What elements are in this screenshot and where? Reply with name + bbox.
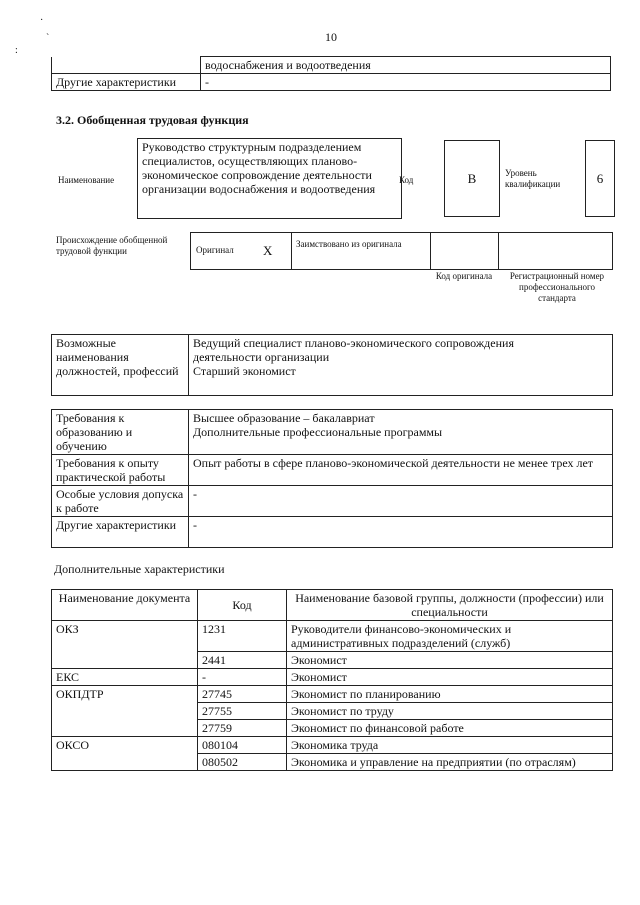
extra-cell: Экономист	[287, 669, 613, 686]
extra-cell: ОКЗ	[52, 621, 198, 669]
extra-cell: Экономист	[287, 652, 613, 669]
table-row	[52, 686, 613, 703]
req-value	[189, 410, 613, 455]
section-title: 3.2. Обобщенная трудовая функция	[56, 113, 249, 127]
requirements-table	[51, 409, 613, 548]
origin-label: Происхождение обобщенной трудовой функции	[56, 235, 168, 256]
req-line: Дополнительные профессиональные программы	[193, 425, 443, 439]
positions-label: Возможные наименования должностей, профессий	[52, 335, 189, 396]
scan-mark: ·	[40, 15, 44, 26]
top-row2-value: -	[201, 74, 611, 91]
extra-header: Наименование базовой группы, должности (профессии) или специальности	[287, 590, 613, 621]
position-line: Старший экономист	[193, 364, 296, 378]
reg-label: Регистрационный номер профессионального стандарта	[509, 271, 605, 303]
extra-cell: ОКПДТР	[52, 686, 198, 737]
extra-cell: -	[198, 669, 287, 686]
req-label: Требования к опыту практической работы	[52, 455, 189, 486]
top-table	[51, 56, 611, 91]
extra-header: Наименование документа	[52, 590, 198, 621]
code-orig-box	[430, 232, 499, 270]
top-row2-label: Другие характеристики	[52, 74, 201, 91]
req-label: Другие характеристики	[52, 517, 189, 548]
reg-box	[498, 232, 613, 270]
extra-cell: 080502	[198, 754, 287, 771]
req-value: -	[189, 517, 613, 548]
original-box	[190, 232, 292, 270]
name-label: Наименование	[58, 175, 115, 185]
position-line: деятельности организации	[193, 350, 330, 364]
positions-values	[189, 335, 613, 396]
extra-cell: 27745	[198, 686, 287, 703]
extra-cell: Руководители финансово-экономических и административных подразделений (служб)	[287, 621, 613, 652]
extra-cell: ОКСО	[52, 737, 198, 771]
extra-cell: 080104	[198, 737, 287, 754]
positions-table	[51, 334, 613, 396]
page-number: 10	[325, 30, 337, 44]
original-label: Оригинал	[196, 245, 234, 255]
borrowed-box	[291, 232, 431, 270]
req-label: Особые условия допуска к работе	[52, 486, 189, 517]
extra-cell: 1231	[198, 621, 287, 652]
table-row	[52, 669, 613, 686]
extra-cell: 27759	[198, 720, 287, 737]
req-value: Опыт работы в сфере планово-экономической деятельности не менее трех лет	[189, 455, 613, 486]
original-mark: X	[263, 243, 273, 258]
position-line: Ведущий специалист планово-экономического сопровождения	[193, 336, 514, 350]
table-row	[52, 621, 613, 652]
scan-mark: `	[46, 33, 50, 44]
extra-table	[51, 589, 613, 771]
req-line: Высшее образование – бакалавриат	[193, 411, 375, 425]
extra-cell: 2441	[198, 652, 287, 669]
borrowed-label: Заимствовано из оригинала	[296, 239, 402, 249]
table-row	[52, 737, 613, 754]
extra-cell: Экономист по финансовой работе	[287, 720, 613, 737]
req-value: -	[189, 486, 613, 517]
scan-mark: :	[15, 45, 18, 56]
code-orig-label: Код оригинала	[435, 271, 493, 281]
req-label: Требования к образованию и обучению	[52, 410, 189, 455]
extra-header: Код	[198, 590, 287, 621]
extra-cell: Экономист по планированию	[287, 686, 613, 703]
extra-cell: 27755	[198, 703, 287, 720]
level-label: Уровень квалификации	[505, 168, 561, 189]
extra-cell: Экономика и управление на предприятии (по отраслям)	[287, 754, 613, 771]
name-value: Руководство структурным подразделением специалистов, осуществляющих планово-экономическое сопровождение деятельности организации водоснабжения и водоотведения	[137, 138, 402, 219]
extra-cell: ЕКС	[52, 669, 198, 686]
extra-title: Дополнительные характеристики	[54, 562, 225, 576]
level-value: 6	[585, 140, 615, 217]
top-row1-value: водоснабжения и водоотведения	[201, 57, 611, 74]
extra-cell: Экономист по труду	[287, 703, 613, 720]
code-label: Код	[399, 175, 414, 185]
code-value: В	[444, 140, 500, 217]
extra-cell: Экономика труда	[287, 737, 613, 754]
